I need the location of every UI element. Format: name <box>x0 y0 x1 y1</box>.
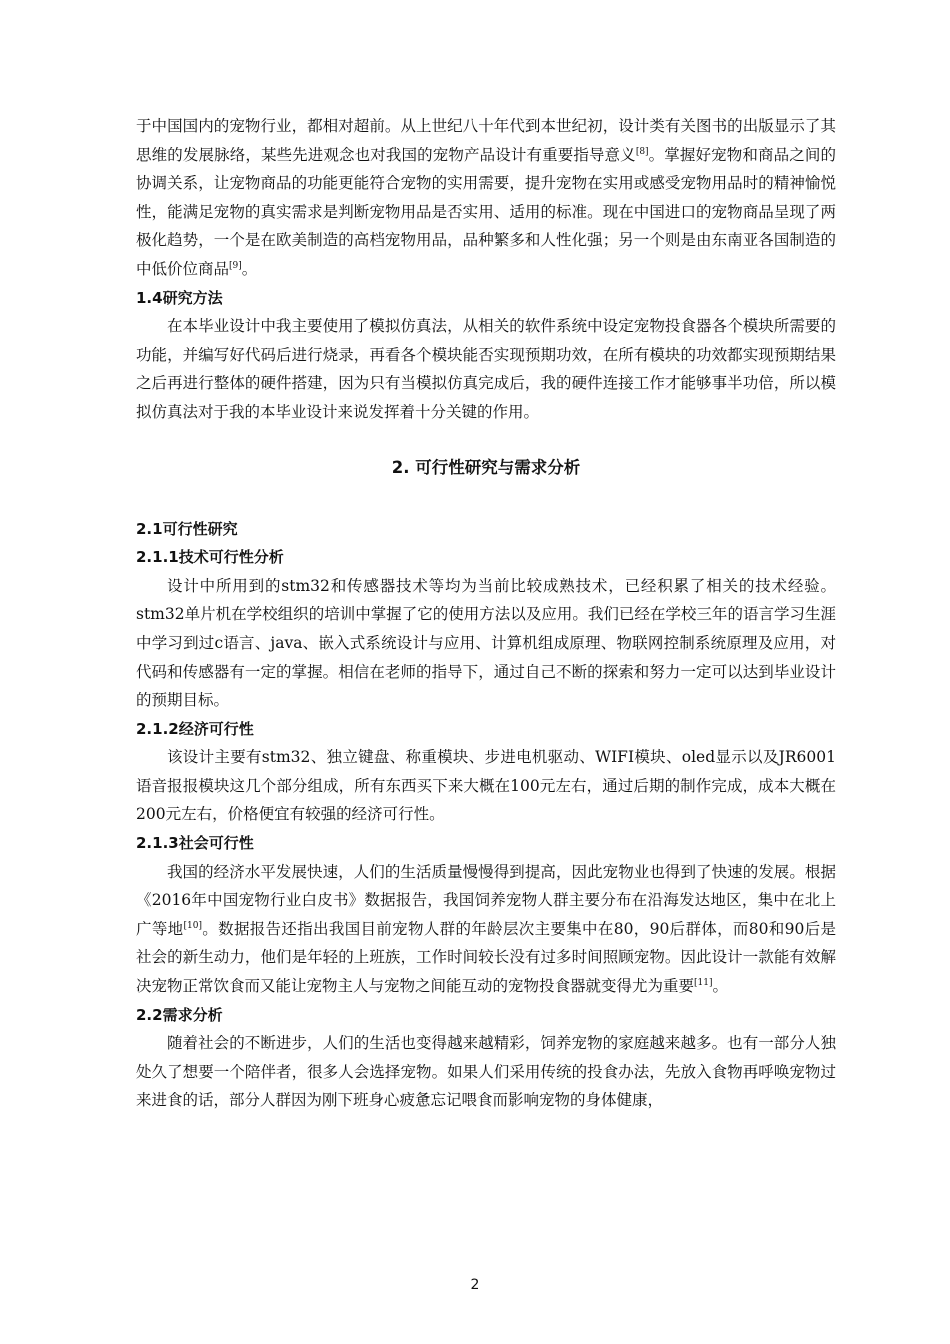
citation-10: [10] <box>183 920 202 931</box>
paragraph-2-1-1: 设计中所用到的stm32和传感器技术等均为当前比较成熟技术，已经积累了相关的技术经验。stm32单片机在学校组织的培训中掌握了它的使用方法以及应用。我们已经在学校三年的语言学习生涯中学习到过c语言、java、嵌入式系统设计与应用、计算机组成原理、物联网控制系统原理及应用，对代码和传感器有一定的掌握。相信在老师的指导下，通过自己不断的探索和努力一定可以达到毕业设计的预期目标。 <box>136 576 836 710</box>
citation-11: [11] <box>694 978 713 989</box>
intro-paragraph <box>136 112 836 284</box>
paper-page <box>136 112 836 1115</box>
citation-9: [9] <box>229 260 242 271</box>
heading-2-1-3: 2.1.3社会可行性 <box>136 834 254 853</box>
heading-2-1-1: 2.1.1技术可行性分析 <box>136 548 284 567</box>
heading-1-4: 1.4研究方法 <box>136 288 223 307</box>
page-number: 2 <box>470 1277 480 1293</box>
intro-text-2: 。掌握好宠物和商品之间的协调关系，让宠物商品的功能更能符合宠物的实用需要，提升宠物在实用或感受宠物用品时的精神愉悦性，能满足宠物的真实需求是判断宠物用品是否实用、适用的标准。现在中国进口的宠物商品呈现了两极化趋势，一个是在欧美制造的高档宠物用品，品种繁多和人性化强；另一个则是由东南亚各国制造的中低价位商品 <box>136 145 836 278</box>
paragraph-2-1-2: 该设计主要有stm32、独立键盘、称重模块、步进电机驱动、WIFI模块、oled显示以及JR6001语音报报模块这几个部分组成，所有东西买下来大概在100元左右，通过后期的制作完成，成本大概在200元左右，价格便宜有较强的经济可行性。 <box>136 748 836 824</box>
heading-2-1: 2.1可行性研究 <box>136 519 238 538</box>
chapter-2-title: 2. 可行性研究与需求分析 <box>391 457 581 477</box>
heading-2-2: 2.2需求分析 <box>136 1005 223 1024</box>
social-text-1: 我国的经济水平发展快速，人们的生活质量慢慢得到提高，因此宠物业也得到了快速的发展。根据《2016年中国宠物行业白皮书》数据报告，我国饲养宠物人群主要分布在沿海发达地区，集中在北上广等地 <box>136 862 836 938</box>
heading-2-1-2: 2.1.2经济可行性 <box>136 719 254 738</box>
paragraph-2-2: 随着社会的不断进步，人们的生活也变得越来越精彩，饲养宠物的家庭越来越多。也有一部分人独处久了想要一个陪伴者，很多人会选择宠物。如果人们采用传统的投食办法，先放入食物再呼唤宠物过来进食的话，部分人群因为刚下班身心疲惫忘记喂食而影响宠物的身体健康， <box>136 1034 836 1110</box>
paragraph-1-4: 在本毕业设计中我主要使用了模拟仿真法，从相关的软件系统中设定宠物投食器各个模块所需要的功能，并编写好代码后进行烧录，再看各个模块能否实现预期功效，在所有模块的功效都实现预期结果之后再进行整体的硬件搭建，因为只有当模拟仿真完成后，我的硬件连接工作才能够事半功倍，所以模拟仿真法对于我的本毕业设计来说发挥着十分关键的作用。 <box>136 317 836 421</box>
paragraph-2-1-3 <box>136 858 836 1001</box>
citation-8: [8] <box>635 146 649 157</box>
social-text-2: 。数据报告还指出我国目前宠物人群的年龄层次主要集中在80，90后群体，而80和90后是社会的新生动力，他们是年轻的上班族，工作时间较长没有过多时间照顾宠物。因此设计一款能有效解决宠物正常饮食而又能让宠物主人与宠物之间能互动的宠物投食器就变得尤为重要 <box>136 919 836 996</box>
intro-text-1: 于中国国内的宠物行业，都相对超前。从上世纪八十年代到本世纪初，设计类有关图书的出版显示了其思维的发展脉络，某些先进观念也对我国的宠物产品设计有重要指导意义 <box>136 117 836 164</box>
social-text-3: 。 <box>712 977 729 996</box>
intro-text-3: 。 <box>241 259 258 278</box>
